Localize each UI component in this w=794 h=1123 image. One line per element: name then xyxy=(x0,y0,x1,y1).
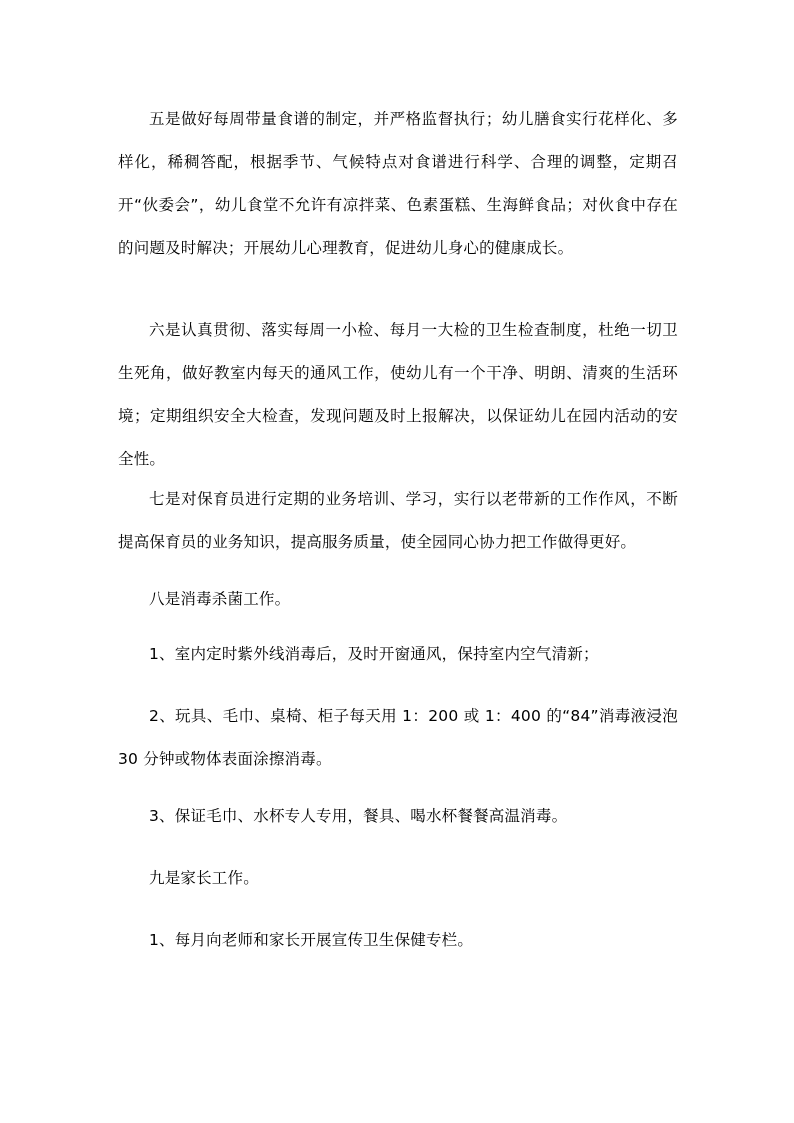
paragraph-staff-training: 七是对保育员进行定期的业务培训、学习，实行以老带新的工作作风，不断提高保育员的业务知识，提高服务质量，使全园同心协力把工作做得更好。 xyxy=(118,490,678,551)
paragraph-hygiene-inspection: 六是认真贯彻、落实每周一小检、每月一大检的卫生检查制度，杜绝一切卫生死角，做好教室内每天的通风工作，使幼儿有一个干净、明朗、清爽的生活环境；定期组织安全大检查，发现问题及时上报解决，以保证幼儿在园内活动的安全性。 xyxy=(118,321,678,468)
paragraph-parent-work-item-1: 1、每月向老师和家长开展宣传卫生保健专栏。 xyxy=(149,931,474,949)
paragraph-parent-work-heading: 九是家长工作。 xyxy=(149,869,259,887)
paragraph-meal-planning: 五是做好每周带量食谱的制定，并严格监督执行；幼儿膳食实行花样化、多样化，稀稠答配，根据季节、气候特点对食谱进行科学、合理的调整，定期召开“伙委会”，幼儿食堂不允许有凉拌菜、色素蛋糕、生海鲜食品；对伙食中存在的问题及时解决；开展幼儿心理教育，促进幼儿身心的健康成长。 xyxy=(118,110,678,257)
paragraph-disinfection-item-3: 3、保证毛巾、水杯专人专用，餐具、喝水杯餐餐高温消毒。 xyxy=(149,807,568,825)
paragraph-disinfection-item-1: 1、室内定时紫外线消毒后，及时开窗通风，保持室内空气清新； xyxy=(149,645,599,663)
paragraph-disinfection-heading: 八是消毒杀菌工作。 xyxy=(149,590,291,608)
paragraph-disinfection-item-2: 2、玩具、毛巾、桌椅、柜子每天用 1：200 或 1：400 的“84”消毒液浸泡 30 分钟或物体表面涂擦消毒。 xyxy=(118,707,678,768)
